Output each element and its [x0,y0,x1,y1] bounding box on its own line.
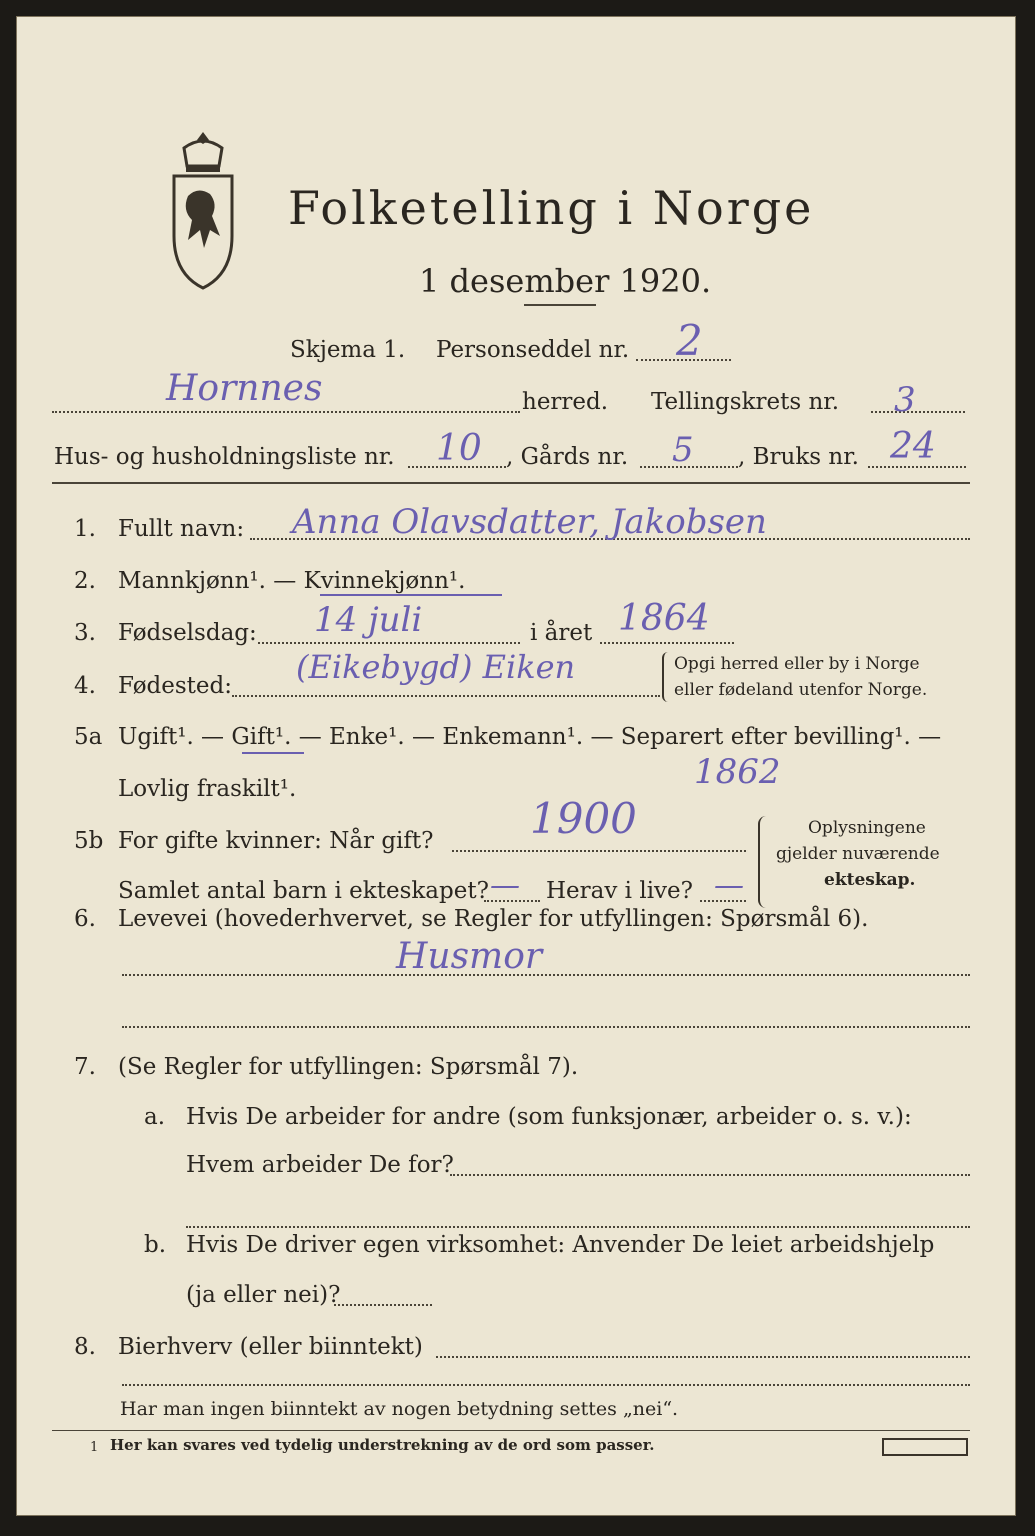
marriage-note-3: ekteskap. [824,870,916,890]
hus-label: Hus- og husholdningsliste nr. [54,444,395,470]
q7b-label: Hvis De driver egen virksomhet: Anvender De leiet arbeidshjelp [186,1232,935,1258]
hired-help-label: (ja eller nei)? [186,1282,341,1308]
skjema-label: Skjema 1. [290,337,406,363]
employer-label: Hvem arbeider De for? [186,1152,454,1178]
marital-status-options-2: Lovlig fraskilt¹. [118,776,297,802]
coat-of-arms-icon [164,126,242,296]
footnote-text: Her kan svares ved tydelig understrekning av de ord som passer. [110,1436,655,1454]
q4-label: Fødested: [118,673,233,699]
children-label: Samlet antal barn i ekteskapet? [118,878,489,904]
married-when-line [452,850,746,852]
q1-number: 1. [74,516,96,542]
side-income-label: Bierhverv (eller biinntekt) [118,1334,423,1360]
herred-line [52,411,520,413]
q7-number: 7. [74,1054,96,1080]
tellingskrets-value: 3 [894,380,916,420]
children-value: — [490,868,520,903]
hus-value: 10 [436,428,482,469]
marriage-note-2: gjelder nuværende [776,844,940,864]
q5b-number: 5b [74,828,104,854]
tellingskrets-line [871,411,965,413]
title-divider [524,304,596,306]
year-line [600,642,734,644]
birthplace-note-1: Opgi herred eller by i Norge [674,654,920,674]
side-income-line-2 [122,1384,970,1386]
birthday-line [258,642,520,644]
herred-value: Hornnes [166,368,323,409]
birth-year-value: 1864 [618,598,710,639]
full-name-value: Anna Olavsdatter, Jakobsen [292,502,767,542]
alive-value: — [714,868,744,903]
q4-number: 4. [74,673,96,699]
q5a-number: 5a [74,724,103,750]
q7-label: (Se Regler for utfyllingen: Spørsmål 7). [118,1054,579,1080]
q1-label: Fullt navn: [118,516,245,542]
herred-label: herred. [522,389,609,415]
side-income-note: Har man ingen biinntekt av nogen betydning settes „nei“. [120,1398,679,1420]
alive-label: Herav i live? [546,878,693,904]
personseddel-label: Personseddel nr. [436,337,630,363]
marriage-note-1: Oplysningene [808,818,926,838]
occupation-line-1 [122,974,970,976]
birthplace-brace [662,652,672,702]
birthplace-line [232,695,660,697]
personseddel-value: 2 [676,316,703,365]
header-divider [52,482,970,484]
gards-label: , Gårds nr. [506,444,629,470]
gards-value: 5 [672,430,694,470]
marriage-brace [758,816,768,908]
employer-line-1 [450,1174,970,1176]
q8-number: 8. [74,1334,96,1360]
occupation-line-2 [122,1026,970,1028]
gender-options: Mannkjønn¹. — Kvinnekjønn¹. [118,568,466,594]
printer-stamp [882,1438,968,1456]
marital-underline [242,752,304,754]
census-form [16,16,1016,1516]
q3-number: 3. [74,620,96,646]
census-date: 1 desember 1920. [419,262,712,300]
birthday-value: 14 juli [314,600,423,640]
hired-help-line [334,1304,432,1306]
q3-label: Fødselsdag: [118,620,257,646]
birthplace-note-2: eller fødeland utenfor Norge. [674,680,928,700]
married-year-value: 1900 [530,794,637,843]
bruks-label: , Bruks nr. [738,444,859,470]
occupation-value: Husmor [396,936,543,977]
q7b-number: b. [144,1232,167,1258]
q2-number: 2. [74,568,96,594]
employer-line-2 [186,1226,970,1228]
footnote-divider [52,1430,970,1431]
tellingskrets-label: Tellingskrets nr. [651,389,840,415]
occupation-label: Levevei (hovederhvervet, se Regler for utfyllingen: Spørsmål 6). [118,906,869,932]
q7a-label: Hvis De arbeider for andre (som funksjonær, arbeider o. s. v.): [186,1104,912,1130]
side-income-line-1 [436,1356,970,1358]
q7a-number: a. [144,1104,166,1130]
gender-underline [320,594,502,596]
year-label: i året [530,620,593,646]
footnote-mark: 1 [90,1440,99,1455]
form-title: Folketelling i Norge [288,181,815,235]
marital-status-options: Ugift¹. — Gift¹. — Enke¹. — Enkemann¹. — Separert efter bevilling¹. — [118,724,942,750]
q6-number: 6. [74,906,96,932]
bruks-value: 24 [890,426,936,467]
extra-year-value: 1862 [694,752,781,792]
birthplace-value: (Eikebygd) Eiken [296,648,576,686]
married-when-label: For gifte kvinner: Når gift? [118,828,434,854]
